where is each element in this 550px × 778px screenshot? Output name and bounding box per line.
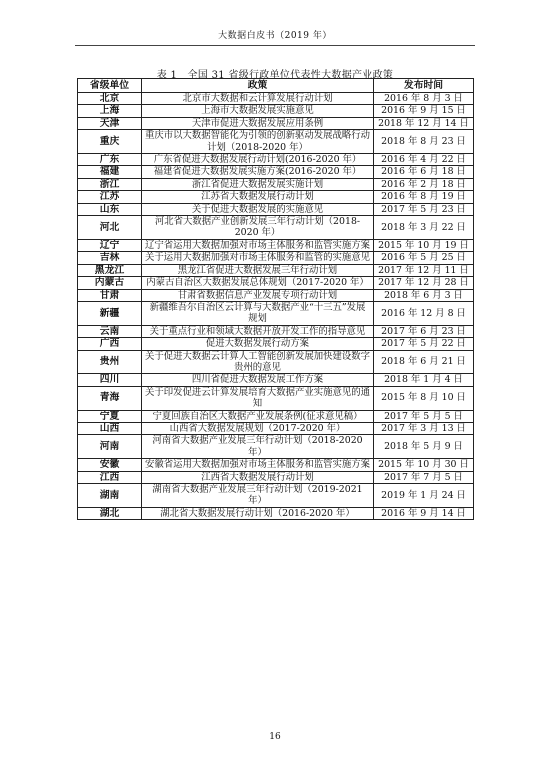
table-row	[78, 386, 474, 410]
table-row	[78, 252, 474, 264]
table-row	[78, 471, 474, 483]
province-cell: 河北	[78, 216, 142, 240]
date-cell: 2017 年 5 月 23 日	[374, 203, 474, 215]
province-cell: 湖北	[78, 507, 142, 519]
policy-cell: 关于运用大数据加强对市场主体服务和监管的实施意见	[142, 252, 374, 264]
date-cell: 2018 年 6 月 3 日	[374, 289, 474, 301]
date-cell: 2017 年 3 月 13 日	[374, 422, 474, 434]
policy-cell: 江苏省大数据发展行动计划	[142, 191, 374, 203]
table-row	[78, 422, 474, 434]
province-cell: 内蒙古	[78, 277, 142, 289]
table-row	[78, 239, 474, 251]
policy-cell: 黑龙江省促进大数据发展三年行动计划	[142, 264, 374, 276]
date-cell: 2018 年 6 月 21 日	[374, 350, 474, 374]
date-cell: 2015 年 10 月 30 日	[374, 459, 474, 471]
running-header: 大数据白皮书（2019 年）	[218, 31, 332, 41]
policy-cell: 甘肃省数据信息产业发展专项行动计划	[142, 289, 374, 301]
policy-cell: 福建省促进大数据发展实施方案(2016-2020 年）	[142, 166, 374, 178]
table-row	[78, 435, 474, 459]
province-cell: 福建	[78, 166, 142, 178]
province-cell: 广西	[78, 338, 142, 350]
page-number: 16	[269, 732, 281, 742]
policy-cell: 湖南省大数据产业发展三年行动计划（2019-2021 年）	[142, 484, 374, 508]
table-row	[78, 410, 474, 422]
policy-cell: 江西省大数据发展行动计划	[142, 471, 374, 483]
policy-cell: 安徽省运用大数据加强对市场主体服务和监管实施方案	[142, 459, 374, 471]
province-cell: 黑龙江	[78, 264, 142, 276]
policy-cell: 河南省大数据产业发展三年行动计划（2018-2020 年）	[142, 435, 374, 459]
table-row	[78, 105, 474, 117]
province-cell: 广东	[78, 154, 142, 166]
province-cell: 山西	[78, 422, 142, 434]
date-cell: 2019 年 1 月 24 日	[374, 484, 474, 508]
table-row	[78, 325, 474, 337]
policy-cell: 四川省促进大数据发展工作方案	[142, 374, 374, 386]
table-row	[78, 338, 474, 350]
province-cell: 云南	[78, 325, 142, 337]
date-cell: 2016 年 4 月 22 日	[374, 154, 474, 166]
date-cell: 2015 年 8 月 10 日	[374, 386, 474, 410]
table-body	[78, 93, 474, 520]
policy-cell: 山西省大数据发展规划（2017-2020 年）	[142, 422, 374, 434]
policy-cell: 新疆维吾尔自治区云计算与大数据产业“十三五”发展规划	[142, 301, 374, 325]
province-cell: 湖南	[78, 484, 142, 508]
province-cell: 新疆	[78, 301, 142, 325]
table-row	[78, 93, 474, 105]
date-cell: 2016 年 5 月 25 日	[374, 252, 474, 264]
province-cell: 四川	[78, 374, 142, 386]
date-cell: 2017 年 7 月 5 日	[374, 471, 474, 483]
table-row	[78, 301, 474, 325]
column-header-province: 省级单位	[78, 79, 142, 93]
province-cell: 江西	[78, 471, 142, 483]
date-cell: 2018 年 12 月 14 日	[374, 117, 474, 129]
province-cell: 宁夏	[78, 410, 142, 422]
policy-cell: 促进大数据发展行动方案	[142, 338, 374, 350]
province-cell: 重庆	[78, 130, 142, 154]
province-cell: 浙江	[78, 178, 142, 190]
province-cell: 江苏	[78, 191, 142, 203]
table-row	[78, 374, 474, 386]
table-row	[78, 459, 474, 471]
province-cell: 贵州	[78, 350, 142, 374]
table-row	[78, 154, 474, 166]
header-divider	[75, 45, 475, 46]
policy-cell: 关于促进大数据云计算人工智能创新发展加快建设数字贵州的意见	[142, 350, 374, 374]
date-cell: 2016 年 9 月 15 日	[374, 105, 474, 117]
table-row	[78, 350, 474, 374]
policy-table	[77, 78, 474, 520]
table-caption: 表 1 全国 31 省级行政单位代表性大数据产业政策	[156, 70, 394, 81]
table-row	[78, 264, 474, 276]
province-cell: 辽宁	[78, 239, 142, 251]
table-row	[78, 130, 474, 154]
policy-cell: 重庆市以大数据智能化为引领的创新驱动发展战略行动计划（2018-2020 年）	[142, 130, 374, 154]
date-cell: 2018 年 1 月 4 日	[374, 374, 474, 386]
province-cell: 上海	[78, 105, 142, 117]
province-cell: 山东	[78, 203, 142, 215]
date-cell: 2016 年 12 月 8 日	[374, 301, 474, 325]
table-row	[78, 289, 474, 301]
province-cell: 青海	[78, 386, 142, 410]
table-row	[78, 191, 474, 203]
date-cell: 2016 年 2 月 18 日	[374, 178, 474, 190]
date-cell: 2017 年 12 月 28 日	[374, 277, 474, 289]
policy-cell: 河北省大数据产业创新发展三年行动计划（2018-2020 年）	[142, 216, 374, 240]
province-cell: 甘肃	[78, 289, 142, 301]
date-cell: 2016 年 8 月 19 日	[374, 191, 474, 203]
province-cell: 安徽	[78, 459, 142, 471]
date-cell: 2018 年 8 月 23 日	[374, 130, 474, 154]
policy-cell: 上海市大数据发展实施意见	[142, 105, 374, 117]
policy-cell: 宁夏回族自治区大数据产业发展条例(征求意见稿）	[142, 410, 374, 422]
policy-cell: 广东省促进大数据发展行动计划(2016-2020 年）	[142, 154, 374, 166]
province-cell: 北京	[78, 93, 142, 105]
table-row	[78, 178, 474, 190]
policy-cell: 北京市大数据和云计算发展行动计划	[142, 93, 374, 105]
policy-cell: 湖北省大数据发展行动计划（2016-2020 年）	[142, 507, 374, 519]
date-cell: 2017 年 5 月 5 日	[374, 410, 474, 422]
province-cell: 吉林	[78, 252, 142, 264]
table-row	[78, 484, 474, 508]
date-cell: 2016 年 9 月 14 日	[374, 507, 474, 519]
policy-cell: 辽宁省运用大数据加强对市场主体服务和监管实施方案	[142, 239, 374, 251]
policy-cell: 浙江省促进大数据发展实施计划	[142, 178, 374, 190]
province-cell: 天津	[78, 117, 142, 129]
policy-cell: 天津市促进大数据发展应用条例	[142, 117, 374, 129]
policy-cell: 内蒙古自治区大数据发展总体规划（2017-2020 年）	[142, 277, 374, 289]
table-header-row	[78, 79, 474, 93]
table-row	[78, 507, 474, 519]
table-row	[78, 117, 474, 129]
table-row	[78, 277, 474, 289]
date-cell: 2017 年 6 月 23 日	[374, 325, 474, 337]
date-cell: 2017 年 5 月 22 日	[374, 338, 474, 350]
policy-cell: 关于印发促进云计算发展培育大数据产业实施意见的通知	[142, 386, 374, 410]
column-header-date: 发布时间	[374, 79, 474, 93]
date-cell: 2016 年 6 月 18 日	[374, 166, 474, 178]
date-cell: 2016 年 8 月 3 日	[374, 93, 474, 105]
date-cell: 2017 年 12 月 11 日	[374, 264, 474, 276]
table-row	[78, 166, 474, 178]
date-cell: 2018 年 3 月 22 日	[374, 216, 474, 240]
date-cell: 2015 年 10 月 19 日	[374, 239, 474, 251]
policy-cell: 关于重点行业和领域大数据开放开发工作的指导意见	[142, 325, 374, 337]
policy-cell: 关于促进大数据发展的实施意见	[142, 203, 374, 215]
date-cell: 2018 年 5 月 9 日	[374, 435, 474, 459]
column-header-policy: 政策	[142, 79, 374, 93]
table-row	[78, 216, 474, 240]
table-row	[78, 203, 474, 215]
province-cell: 河南	[78, 435, 142, 459]
